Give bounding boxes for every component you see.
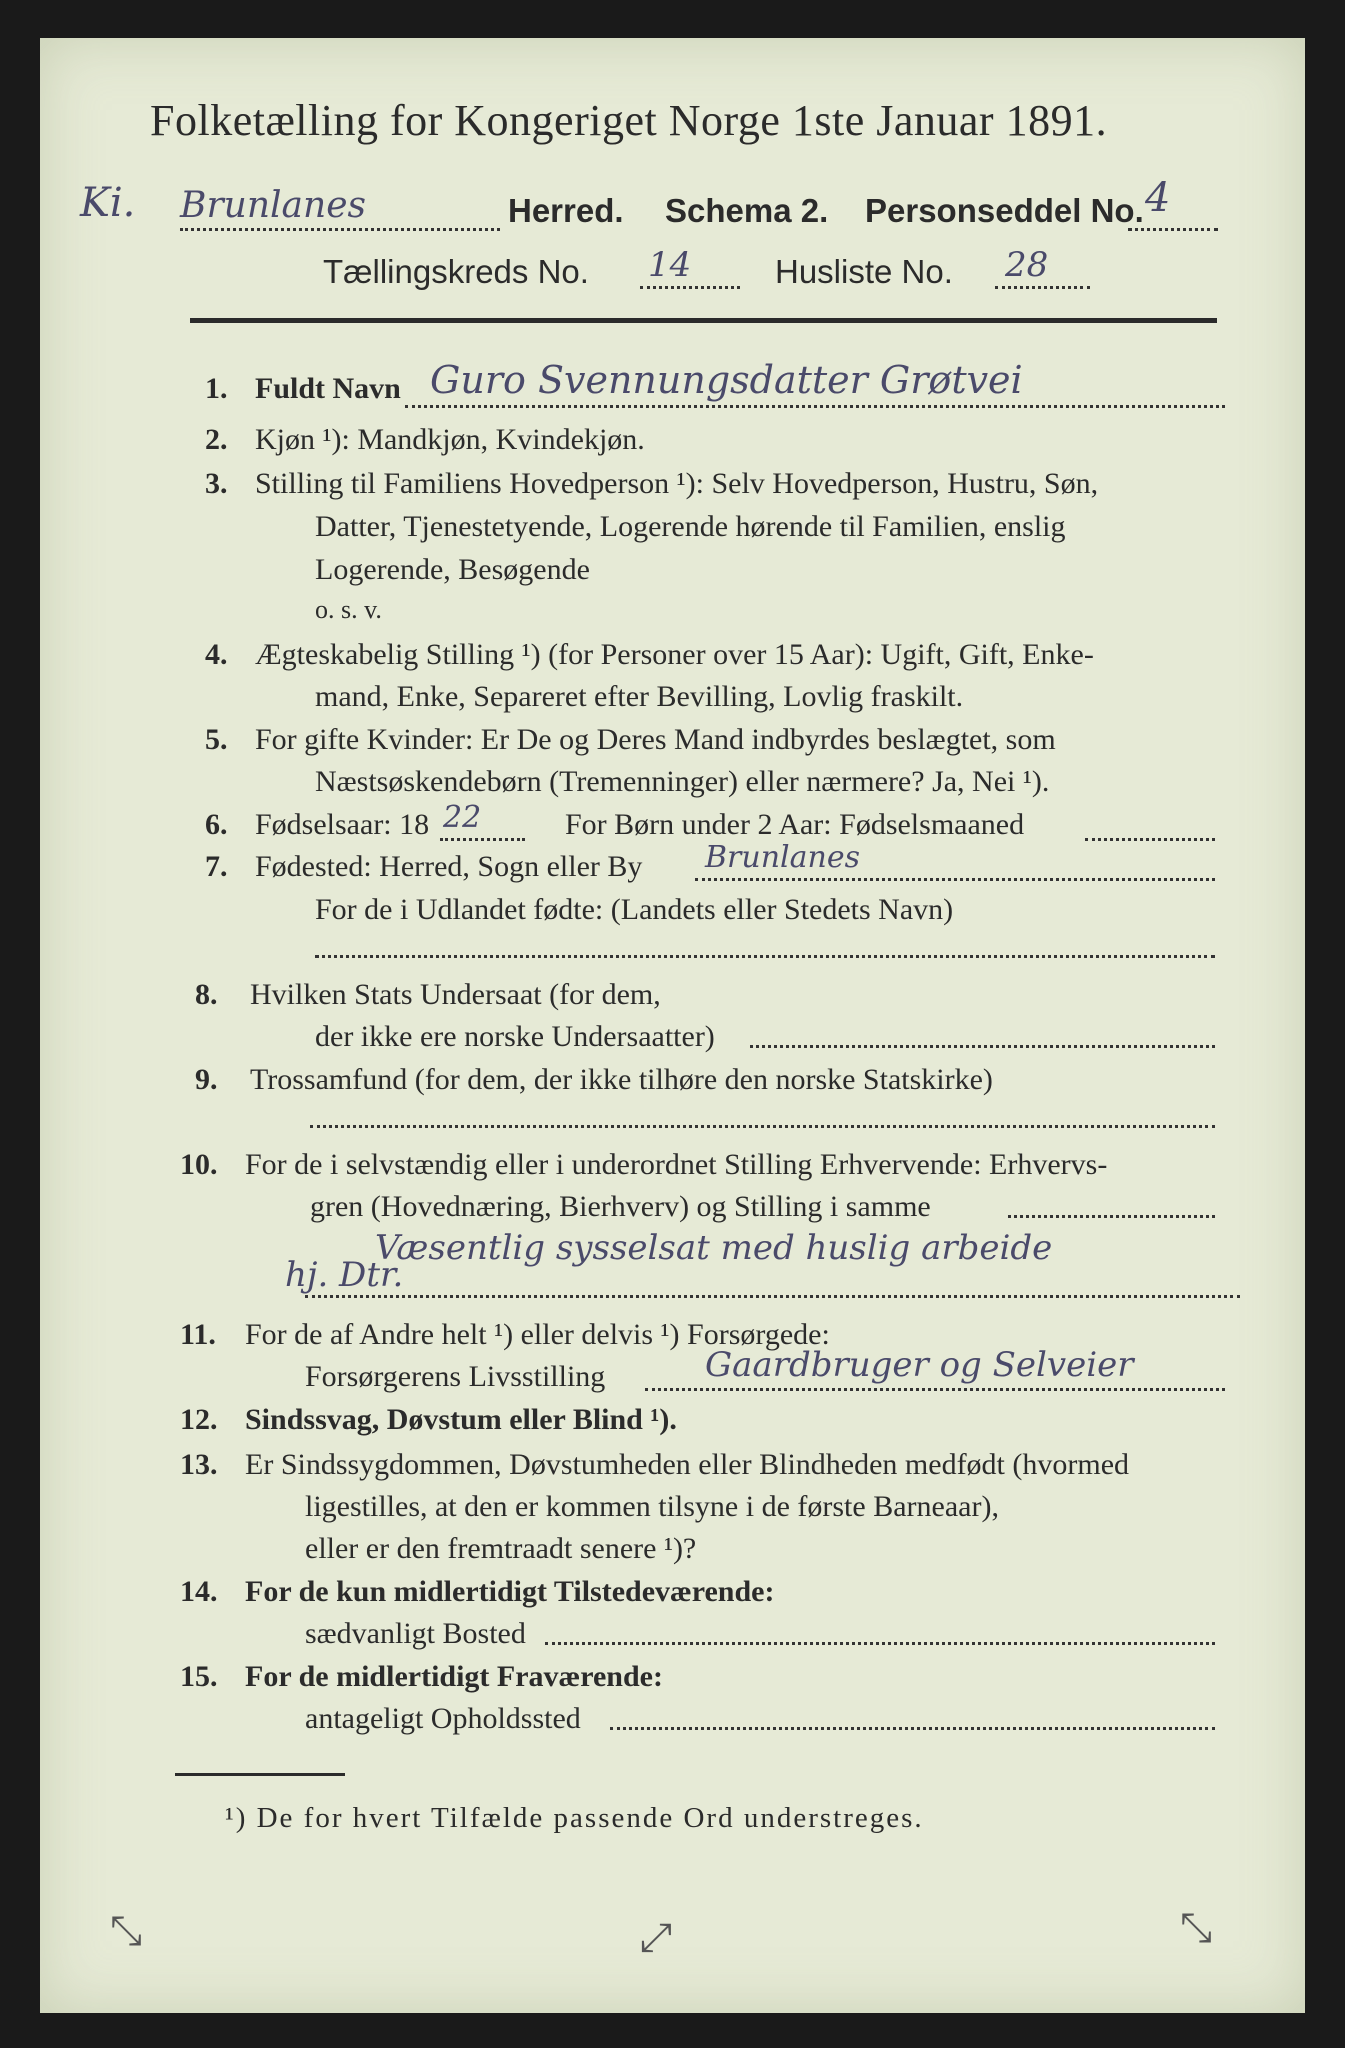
item-number: 8. [195, 978, 218, 1011]
birthmonth-label: For Børn under 2 Aar: Fødselsmaaned [565, 808, 1025, 841]
item-line: Stilling til Familiens Hovedperson ¹): Selv Hovedperson, Hustru, Søn, [255, 467, 1099, 500]
header-rule [190, 318, 1217, 323]
kreds-dotted-line [640, 286, 740, 289]
religion-dotted-line [310, 1125, 1215, 1128]
item-number: 4. [205, 638, 228, 671]
kreds-label: Tællingskreds No. [323, 253, 589, 290]
item-number: 1. [205, 372, 228, 405]
item-number: 15. [180, 1660, 218, 1693]
item-line: der ikke ere norske Undersaatter) [315, 1020, 715, 1053]
prefix-handwriting: Ki. [80, 180, 136, 226]
husliste-handwriting: 28 [1005, 245, 1049, 285]
item-line: For de kun midlertidigt Tilstedeværende: [245, 1575, 775, 1608]
item-line: ligestilles, at den er kommen tilsyne i de første Barneaar), [305, 1490, 999, 1523]
herred-dotted-line [180, 228, 500, 231]
item-number: 6. [205, 808, 228, 841]
item-line: gren (Hovednæring, Bierhverv) og Stilling i samme [310, 1190, 931, 1223]
nationality-dotted-line [750, 1045, 1215, 1048]
item-line: Ægteskabelig Stilling ¹) (for Personer over 15 Aar): Ugift, Gift, Enke- [255, 638, 1094, 671]
absence-dotted-line [610, 1727, 1215, 1730]
birthplace-label: Fødested: Herred, Sogn eller By [255, 850, 643, 883]
birthplace-abroad-dotted-line [315, 955, 1215, 958]
item-number: 3. [205, 467, 228, 500]
corner-mark-icon: ⤡ [1180, 1905, 1212, 1951]
herred-handwriting: Brunlanes [180, 185, 366, 226]
item-line: Datter, Tjenestetyende, Logerende hørende til Familien, enslig [315, 510, 1066, 543]
birthyear-label: Fødselsaar: 18 [255, 808, 430, 841]
footnote-rule [175, 1773, 345, 1776]
birthyear-dotted-line [440, 838, 525, 841]
item-number: 2. [205, 423, 228, 456]
item-number: 10. [180, 1148, 218, 1181]
item-line: Trossamfund (for dem, der ikke tilhøre den norske Statskirke) [250, 1063, 993, 1096]
occupation-handwriting: Væsentlig sysselsat med huslig arbeide [375, 1228, 1053, 1268]
item-line: o. s. v. [315, 595, 382, 624]
item-line: For de i selvstændig eller i underordnet Stilling Erhvervende: Erhvervs- [245, 1148, 1108, 1181]
name-dotted-line [405, 405, 1225, 408]
provider-handwriting: Gaardbruger og Selveier [705, 1345, 1134, 1385]
provider-dotted-line [645, 1388, 1225, 1391]
occupation-dotted-line [1008, 1215, 1215, 1218]
item-line: antageligt Opholdssted [305, 1702, 581, 1735]
item-line: sædvanligt Bosted [305, 1617, 526, 1650]
item-number: 13. [180, 1448, 218, 1481]
item-number: 12. [180, 1403, 218, 1436]
personseddel-label: Personseddel No. [865, 192, 1144, 229]
corner-mark-icon: ⤡ [110, 1908, 142, 1954]
item-line: Forsørgerens Livsstilling [305, 1360, 606, 1393]
item-label: Fuldt Navn [255, 372, 401, 405]
item-number: 11. [180, 1318, 216, 1351]
item-line: For de af Andre helt ¹) eller delvis ¹) Forsørgede: [245, 1318, 830, 1351]
husliste-label: Husliste No. [775, 253, 953, 290]
item-label: Kjøn ¹): Mandkjøn, Kvindekjøn. [255, 423, 645, 456]
residence-dotted-line [545, 1642, 1215, 1645]
birthplace-handwriting: Brunlanes [705, 840, 860, 875]
kreds-handwriting: 14 [648, 245, 692, 285]
herred-label: Herred. [508, 192, 624, 229]
husliste-dotted-line [995, 286, 1090, 289]
item-line: Næstsøskendebørn (Tremenninger) eller nærmere? Ja, Nei ¹). [315, 765, 1050, 798]
name-handwriting: Guro Svennungsdatter Grøtvei [430, 358, 1023, 402]
item-line: For de i Udlandet fødte: (Landets eller Stedets Navn) [315, 893, 954, 926]
item-line: eller er den fremtraadt senere ¹)? [305, 1532, 697, 1565]
corner-mark-icon: ⤢ [640, 1915, 672, 1961]
birthmonth-dotted-line [1085, 838, 1215, 841]
item-number: 7. [205, 850, 228, 883]
occupation-handwriting-2: hj. Dtr. [285, 1255, 404, 1295]
item-line: Hvilken Stats Undersaat (for dem, [250, 978, 661, 1011]
form-title: Folketælling for Kongeriget Norge 1ste Januar 1891. [150, 96, 1108, 145]
item-number: 14. [180, 1575, 218, 1608]
item-line: For de midlertidigt Fraværende: [245, 1660, 663, 1693]
item-number: 5. [205, 723, 228, 756]
birthyear-handwriting: 22 [443, 800, 482, 835]
schema-label: Schema 2. [665, 192, 829, 229]
birthplace-dotted-line [695, 878, 1215, 881]
item-line: Sindssvag, Døvstum eller Blind ¹). [245, 1403, 677, 1436]
item-line: mand, Enke, Separeret efter Bevilling, Lovlig fraskilt. [315, 680, 964, 713]
item-line: For gifte Kvinder: Er De og Deres Mand indbyrdes beslægtet, som [255, 723, 1056, 756]
item-number: 9. [195, 1063, 218, 1096]
personseddel-handwriting: 4 [1145, 175, 1171, 221]
personseddel-dotted-line [1128, 228, 1218, 231]
item-line: Er Sindssygdommen, Døvstumheden eller Blindheden medfødt (hvormed [245, 1448, 1130, 1481]
footnote: ¹) De for hvert Tilfælde passende Ord understreges. [225, 1802, 924, 1834]
occupation-dotted-line-2 [305, 1295, 1240, 1298]
item-line: Logerende, Besøgende [315, 553, 590, 586]
